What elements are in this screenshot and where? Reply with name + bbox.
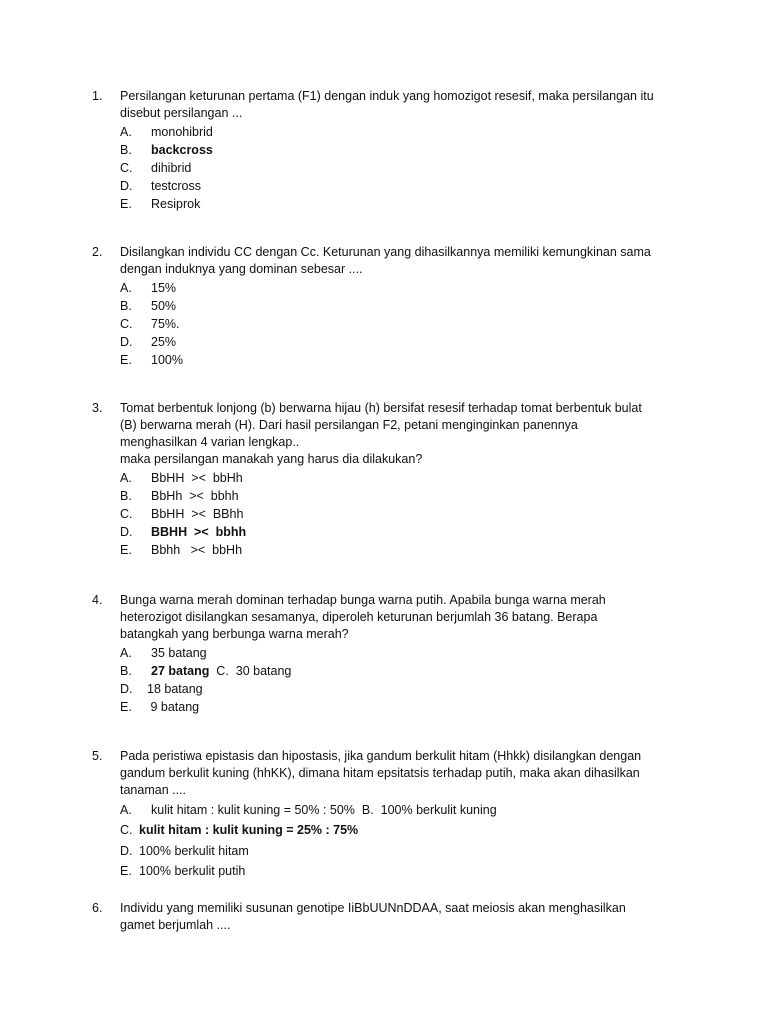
- option-text: 50%: [151, 298, 177, 313]
- option-e: [120, 699, 682, 717]
- question-6: [92, 900, 682, 934]
- question-text: Disilangkan individu CC dengan Cc. Keturunan yang dihasilkannya memiliki kemungkinan sama dengan induknya yang dominan sebesar ....: [120, 245, 651, 276]
- question-1: [92, 88, 682, 214]
- option-label: C.: [120, 316, 133, 331]
- option-text: dihibrid: [151, 160, 192, 175]
- option-text: 75%.: [151, 316, 180, 331]
- option-text: 18 batang: [147, 681, 203, 696]
- option-label: C.: [120, 823, 133, 838]
- option-text: 100%: [151, 353, 183, 368]
- option-b: [120, 297, 682, 315]
- option-a: [120, 644, 682, 662]
- option-label: E.: [120, 700, 132, 715]
- option-text-answer: BBHH >< bbhh: [151, 525, 247, 540]
- option-e: [120, 862, 682, 883]
- option-a: [120, 123, 682, 141]
- option-d: [120, 841, 682, 862]
- option-text: BbHh >< bbhh: [151, 488, 239, 503]
- question-number: 5.: [92, 749, 103, 763]
- option-text: 25%: [151, 335, 177, 350]
- option-label: B.: [120, 142, 132, 157]
- option-a: [120, 800, 682, 821]
- option-text: kulit hitam : kulit kuning = 50% : 50% B. 100% berkulit kuning: [151, 802, 497, 817]
- option-label: A.: [120, 645, 132, 660]
- options-list: [120, 279, 682, 370]
- option-label: E.: [120, 197, 132, 212]
- option-text: 15%: [151, 280, 177, 295]
- option-label: A.: [120, 802, 132, 817]
- option-text-inline: C. 30 batang: [209, 663, 292, 678]
- option-b: [120, 141, 682, 159]
- option-c: [120, 159, 682, 177]
- option-label: B.: [120, 663, 132, 678]
- option-a: [120, 279, 682, 297]
- option-text: 100% berkulit putih: [139, 864, 246, 879]
- option-label: E.: [120, 353, 132, 368]
- option-text: 9 batang: [147, 700, 200, 715]
- question-3: [92, 400, 682, 560]
- option-text: 35 batang: [151, 645, 207, 660]
- question-text: Persilangan keturunan pertama (F1) dengan induk yang homozigot resesif, maka persilangan itu disebut persilangan ...: [120, 89, 654, 120]
- option-c: [120, 821, 682, 842]
- options-list: [120, 469, 682, 560]
- question-text: Bunga warna merah dominan terhadap bunga warna putih. Apabila bunga warna merah heterozigot disilangkan sesamanya, diperoleh keturunan berjumlah 36 batang. Berapa batangkah yang berbunga warna merah?: [120, 593, 606, 641]
- option-label: A.: [120, 280, 132, 295]
- option-b: [120, 487, 682, 505]
- option-label: D.: [120, 843, 133, 858]
- options-list: [120, 800, 682, 882]
- option-label: D.: [120, 681, 133, 696]
- option-label: A.: [120, 470, 132, 485]
- question-number: 2.: [92, 245, 103, 259]
- option-a: [120, 469, 682, 487]
- option-text-answer: kulit hitam : kulit kuning = 25% : 75%: [139, 823, 359, 838]
- options-list: [120, 644, 682, 717]
- option-text-answer: backcross: [151, 142, 213, 157]
- option-label: E.: [120, 864, 132, 879]
- option-label: D.: [120, 335, 133, 350]
- option-label: D.: [120, 179, 133, 194]
- option-label: B.: [120, 488, 132, 503]
- option-text-answer: 27 batang: [151, 663, 210, 678]
- question-number: 6.: [92, 901, 103, 915]
- option-e: [120, 542, 682, 560]
- question-number: 3.: [92, 401, 103, 415]
- option-d: [120, 334, 682, 352]
- question-text: Pada peristiwa epistasis dan hipostasis, jika gandum berkulit hitam (Hhkk) disilangkan dengan gandum berkulit kuning (hhKK), dimana hitam epsitatsis terhadap putih, maka akan dihasilkan tanaman ....: [120, 749, 642, 797]
- option-c: [120, 315, 682, 333]
- question-subtext: maka persilangan manakah yang harus dia dilakukan?: [120, 452, 423, 466]
- option-c: [120, 505, 682, 523]
- option-b: [120, 662, 682, 680]
- question-text: Individu yang memiliki susunan genotipe IiBbUUNnDDAA, saat meiosis akan menghasilkan gamet berjumlah ....: [120, 901, 626, 932]
- option-label: C.: [120, 160, 133, 175]
- option-label: D.: [120, 525, 133, 540]
- question-number: 1.: [92, 89, 103, 103]
- option-label: E.: [120, 543, 132, 558]
- option-text: Bbhh >< bbHh: [151, 543, 243, 558]
- option-d: [120, 178, 682, 196]
- option-label: A.: [120, 124, 132, 139]
- option-e: [120, 196, 682, 214]
- option-d: [120, 680, 682, 698]
- option-e: [120, 352, 682, 370]
- question-4: [92, 592, 682, 717]
- option-text: BbHH >< bbHh: [151, 470, 243, 485]
- question-2: [92, 244, 682, 370]
- option-text: testcross: [151, 179, 202, 194]
- option-d: [120, 524, 682, 542]
- option-text: BbHH >< BBhh: [151, 506, 244, 521]
- option-label: C.: [120, 506, 133, 521]
- option-label: B.: [120, 298, 132, 313]
- question-number: 4.: [92, 593, 103, 607]
- question-text: Tomat berbentuk lonjong (b) berwarna hijau (h) bersifat resesif terhadap tomat berbentuk bulat (B) berwarna merah (H). Dari hasil persilangan F2, petani menginginkan panennya menghasilkan 4 varian lengkap..: [120, 401, 642, 449]
- option-text: monohibrid: [151, 124, 213, 139]
- options-list: [120, 123, 682, 214]
- option-text: Resiprok: [151, 197, 201, 212]
- option-text: 100% berkulit hitam: [139, 843, 249, 858]
- question-5: [92, 748, 682, 882]
